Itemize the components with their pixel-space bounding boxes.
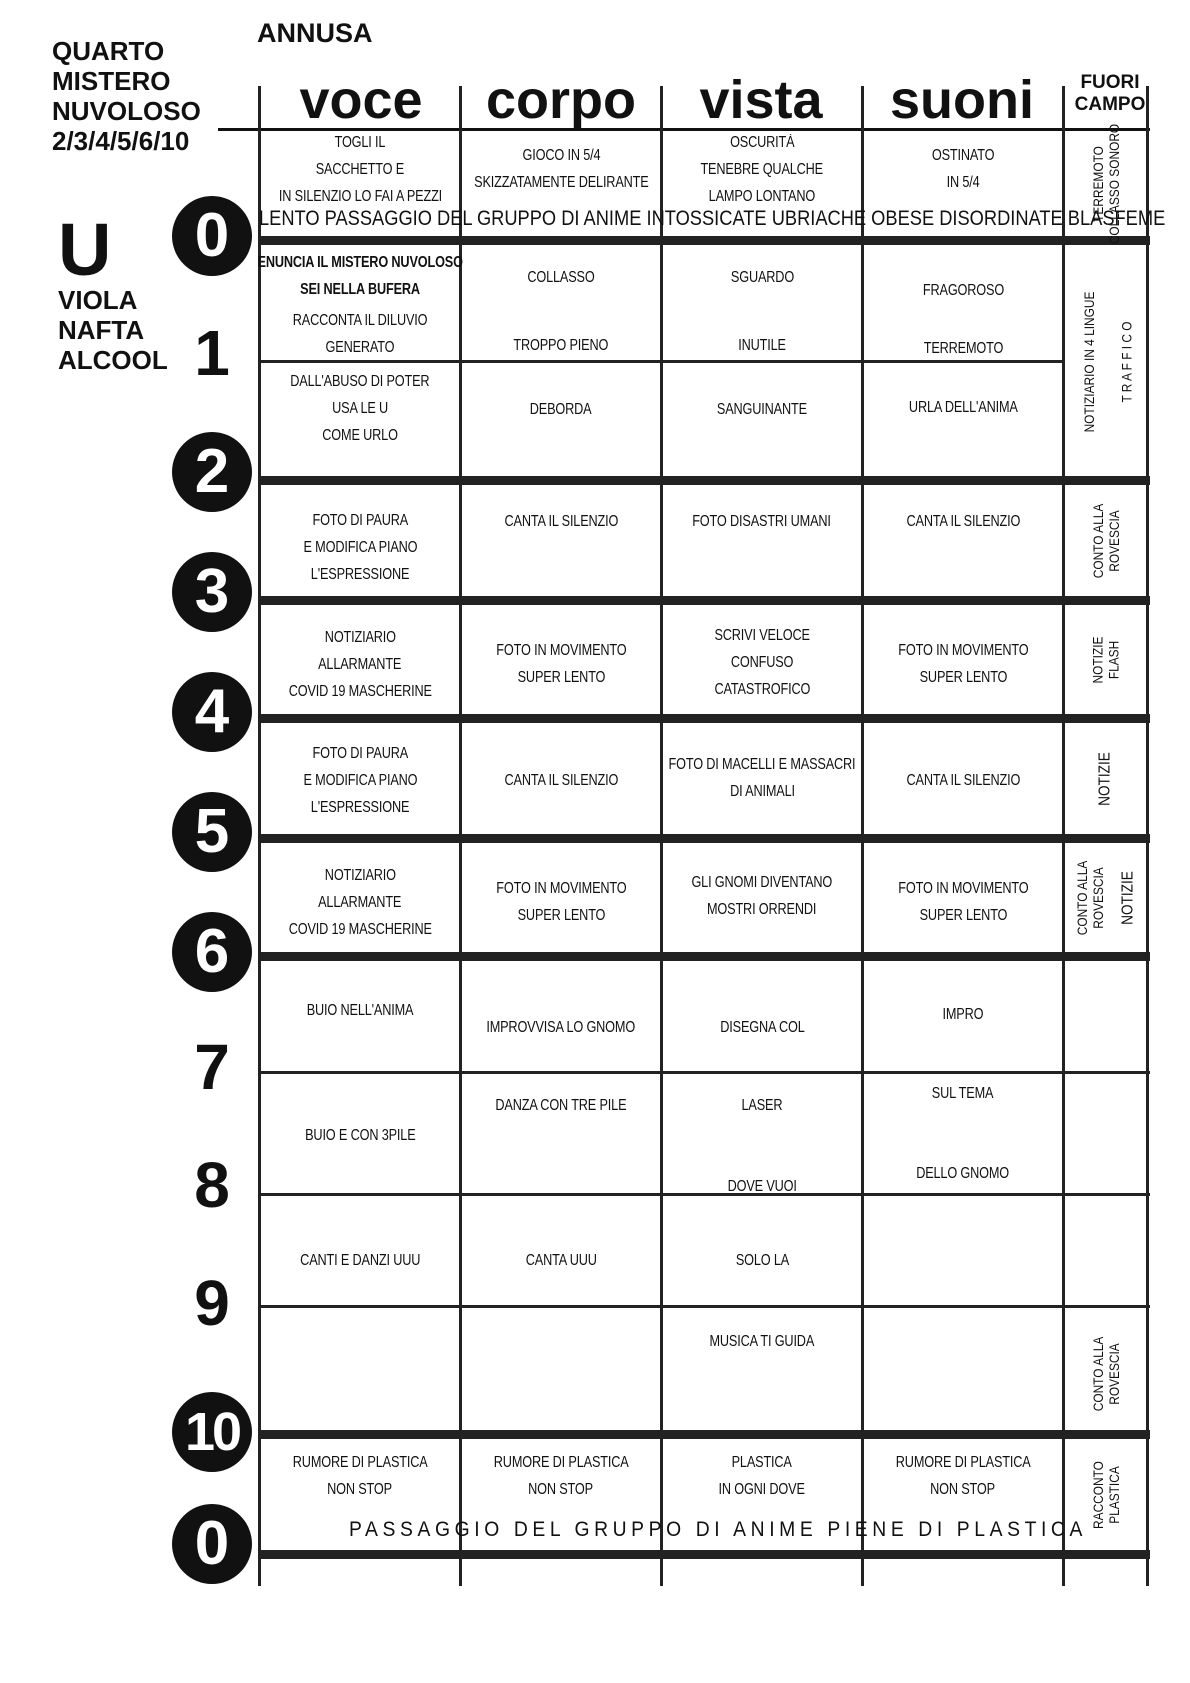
annusa-label: ANNUSA xyxy=(257,18,373,48)
cell-line: NOTIZIE xyxy=(1089,636,1106,684)
cell-line: RUMORE DI PLASTICA xyxy=(292,1454,428,1471)
row-divider xyxy=(258,1305,1150,1308)
cell-line: OSTINATO xyxy=(931,147,995,164)
cell-line: GIOCO IN 5/4 xyxy=(522,147,600,164)
row-number-10: 10 xyxy=(172,1392,252,1472)
cell-line: T R A F F I C O xyxy=(1119,321,1135,403)
cell-line: ROVESCIA xyxy=(1105,510,1122,572)
cell-r6-suoni xyxy=(864,874,1062,930)
cell-line: MOSTRI ORRENDI xyxy=(707,901,817,918)
cell-r11-fuori xyxy=(1065,1440,1146,1550)
cell-line: COME URLO xyxy=(322,426,398,444)
cell-r6-vista xyxy=(663,868,861,924)
cell-line: L'ESPRESSIONE xyxy=(310,565,410,583)
cell-r10-vista xyxy=(663,1326,861,1356)
cell-r4-fuori xyxy=(1065,606,1146,714)
cell-line: NOTIZIE xyxy=(1120,870,1138,925)
cell-line: SUL TEMA xyxy=(932,1084,994,1102)
row-divider xyxy=(258,834,1150,843)
cell-line: FOTO IN MOVIMENTO xyxy=(495,642,627,659)
cell-r4-voce xyxy=(261,622,459,706)
cell-r9-voce xyxy=(261,1245,459,1275)
cell-line: CONFUSO xyxy=(730,653,794,671)
cell-line: URLA DELL'ANIMA xyxy=(908,398,1018,416)
row-number-8: 8 xyxy=(194,1149,230,1221)
row-divider xyxy=(258,1430,1150,1439)
cell-line: SACCHETTO E xyxy=(315,160,405,178)
cell-r1-suoni-b xyxy=(864,333,1062,363)
cell-line: TERREMOTO xyxy=(923,339,1003,357)
row-divider xyxy=(258,1550,1150,1559)
cell-r7-corpo xyxy=(462,1012,660,1042)
side-label: VIOLA xyxy=(58,285,138,315)
row-number-9: 9 xyxy=(194,1267,230,1339)
cell-line: SUPER LENTO xyxy=(517,907,605,924)
column-header-suoni: suoni xyxy=(890,70,1034,130)
row-divider xyxy=(258,952,1150,961)
cell-r4-corpo xyxy=(462,636,660,692)
cell-line: E MODIFICA PIANO xyxy=(303,538,417,556)
cell-line: PLASTICA xyxy=(1105,1466,1122,1524)
cell-line: CANTA IL SILENZIO xyxy=(906,512,1020,530)
row-number-4: 4 xyxy=(172,672,252,752)
cell-line: ALLARMANTE xyxy=(318,655,402,673)
cell-line: FOTO DI PAURA xyxy=(312,511,408,529)
cell-line: CANTA IL SILENZIO xyxy=(906,771,1020,789)
cell-line: TOGLI IL xyxy=(334,133,386,151)
cell-r8-suoni-a xyxy=(864,1078,1062,1108)
row-divider xyxy=(258,476,1150,485)
cell-r2-corpo xyxy=(462,394,660,424)
cell-r0-vista xyxy=(663,132,861,206)
cell-r1-vista-b xyxy=(663,330,861,360)
cell-line: DELLO GNOMO xyxy=(916,1164,1010,1182)
cell-line: CATASTROFICO xyxy=(714,680,810,698)
cell-line: FLASH xyxy=(1105,640,1122,680)
cell-r3-suoni xyxy=(864,506,1062,536)
cell-line: SUPER LENTO xyxy=(919,669,1007,686)
cell-line: RACCONTA IL DILUVIO xyxy=(292,312,428,329)
fuori-line: FUORI xyxy=(1080,72,1140,93)
side-label: NAFTA xyxy=(58,315,145,345)
cell-r5-corpo xyxy=(462,765,660,795)
row-number-1: 1 xyxy=(194,317,230,389)
fuori-line: CAMPO xyxy=(1074,94,1146,115)
cell-r11-corpo xyxy=(462,1448,660,1504)
cell-r1-corpo-b xyxy=(462,330,660,360)
cell-r0-suoni xyxy=(864,132,1062,206)
cell-line: GENERATO xyxy=(325,339,395,356)
cell-line: COLLASSO SONORO xyxy=(1105,123,1122,245)
cell-line: FOTO IN MOVIMENTO xyxy=(897,880,1029,897)
cell-line: IMPRO xyxy=(942,1005,984,1023)
column-header-voce: voce xyxy=(299,70,423,130)
cell-line: OSCURITÀ xyxy=(729,133,795,151)
cell-r5-suoni xyxy=(864,765,1062,795)
cell-line: NOTIZIE xyxy=(1096,752,1114,806)
cell-r6-fuori-a xyxy=(1065,843,1115,952)
cell-line: FOTO DISASTRI UMANI xyxy=(692,512,832,530)
cell-r3-voce xyxy=(261,505,459,589)
cell-r6-corpo xyxy=(462,874,660,930)
cell-line: E MODIFICA PIANO xyxy=(303,771,417,789)
cell-line: LAMPO LONTANO xyxy=(708,187,816,205)
cell-line: SKIZZATAMENTE DELIRANTE xyxy=(473,174,649,191)
row-number-6: 6 xyxy=(172,912,252,992)
cell-r12-fuori-a xyxy=(1065,248,1113,476)
row-divider xyxy=(258,714,1150,723)
cell-line: IN OGNI DOVE xyxy=(718,1481,806,1498)
cell-line: FRAGOROSO xyxy=(922,281,1004,299)
cell-line: CONTO ALLA xyxy=(1074,860,1091,935)
cell-r7-suoni xyxy=(864,999,1062,1029)
column-header-fuori-campo xyxy=(1068,72,1152,116)
cell-line: NON STOP xyxy=(930,1481,996,1498)
cell-r8-corpo xyxy=(462,1090,660,1120)
cell-r8-vista-b xyxy=(663,1171,861,1201)
cell-line: ROVESCIA xyxy=(1105,1343,1122,1405)
cell-r5-vista xyxy=(663,750,861,806)
cell-line: CONTO ALLA xyxy=(1089,503,1106,579)
cell-r2-vista xyxy=(663,394,861,424)
cell-line: DALL'ABUSO DI POTER xyxy=(290,372,430,390)
cell-r8-voce xyxy=(261,1120,459,1150)
title-line: NUVOLOSO xyxy=(52,96,201,126)
cell-line: NON STOP xyxy=(327,1481,393,1498)
cell-line: INUTILE xyxy=(738,336,786,354)
cell-line: FOTO IN MOVIMENTO xyxy=(495,880,627,897)
cell-line: FOTO DI PAURA xyxy=(312,744,408,762)
cell-line: NOTIZIARIO IN 4 LINGUE xyxy=(1081,291,1098,433)
cell-line: CANTA IL SILENZIO xyxy=(504,771,618,789)
cell-r0-fuori xyxy=(1065,123,1146,245)
cell-line: ENUNCIA IL MISTERO NUVOLOSO xyxy=(257,254,463,271)
row-number-2: 2 xyxy=(172,432,252,512)
cell-r0-voce xyxy=(261,132,459,206)
cell-line: RUMORE DI PLASTICA xyxy=(493,1454,629,1471)
cell-line: SGUARDO xyxy=(730,268,794,286)
cell-line: SUPER LENTO xyxy=(919,907,1007,924)
row-number-3: 3 xyxy=(172,552,252,632)
cell-r9-vista xyxy=(663,1245,861,1275)
cell-line: FOTO IN MOVIMENTO xyxy=(897,642,1029,659)
cell-r3-fuori xyxy=(1065,486,1146,596)
cell-r5-fuori xyxy=(1065,724,1146,834)
cell-line: DOVE VUOI xyxy=(727,1177,797,1195)
row-number-7: 7 xyxy=(194,1031,230,1103)
cell-r8-suoni-b xyxy=(864,1158,1062,1188)
side-label: ALCOOL xyxy=(58,345,168,375)
cell-line: CONTO ALLA xyxy=(1089,1336,1106,1412)
cell-line: SUPER LENTO xyxy=(517,669,605,686)
cell-r0-corpo xyxy=(462,132,660,206)
cell-line: IN 5/4 xyxy=(946,174,980,191)
cell-r5-voce xyxy=(261,738,459,822)
cell-r11-vista xyxy=(663,1448,861,1504)
cell-line: TENEBRE QUALCHE xyxy=(700,160,824,178)
cell-line: IMPROVVISA LO GNOMO xyxy=(486,1018,636,1036)
row-number-0-end: 0 xyxy=(172,1504,252,1584)
cell-r1-voce-a xyxy=(257,248,463,304)
cell-r11-voce xyxy=(261,1448,459,1504)
title-line: 2/3/4/5/6/10 xyxy=(52,126,190,156)
cell-line: CANTI E DANZI UUU xyxy=(299,1251,421,1269)
cell-line: IN SILENZIO LO FAI A PEZZI xyxy=(278,187,442,205)
cell-line: ALLARMANTE xyxy=(318,893,402,911)
cell-line: DISEGNA COL xyxy=(719,1018,805,1036)
column-header-vista: vista xyxy=(699,70,823,130)
cell-r4-vista xyxy=(663,620,861,704)
row-divider xyxy=(258,596,1150,605)
cell-line: FOTO DI MACELLI E MASSACRI xyxy=(668,756,856,773)
cell-line: TROPPO PIENO xyxy=(513,336,609,354)
cell-line: COVID 19 MASCHERINE xyxy=(288,682,432,700)
cell-r1-vista-a xyxy=(663,262,861,292)
cell-line: L'ESPRESSIONE xyxy=(310,798,410,816)
cell-line: TERREMOTO xyxy=(1089,146,1106,222)
row-divider xyxy=(258,236,1150,245)
cell-line: SOLO LA xyxy=(735,1251,789,1269)
cell-line: SCRIVI VELOCE xyxy=(714,626,810,644)
cell-r2-voce xyxy=(261,366,459,450)
cell-r2-suoni xyxy=(864,392,1062,422)
cell-line: LASER xyxy=(741,1096,783,1114)
cell-r1-voce-b xyxy=(261,308,459,360)
cell-line: COVID 19 MASCHERINE xyxy=(288,920,432,938)
cell-line: NON STOP xyxy=(528,1481,594,1498)
column-header-corpo: corpo xyxy=(485,70,636,130)
cell-line: DI ANIMALI xyxy=(729,783,795,800)
cell-r7-vista xyxy=(663,1012,861,1042)
banner-top: LENTO PASSAGGIO DEL GRUPPO DI ANIME INTOSSICATE UBRIACHE OBESE DISORDINATE BLASFEME xyxy=(259,207,1166,230)
cell-r10-fuori xyxy=(1065,1318,1146,1430)
cell-r1-corpo-a xyxy=(462,262,660,292)
cell-r6-voce xyxy=(261,860,459,944)
cell-r7-voce xyxy=(261,995,459,1025)
cell-line: SEI NELLA BUFERA xyxy=(300,281,420,298)
cell-line: NOTIZIARIO xyxy=(324,866,396,884)
cell-line: COLLASSO xyxy=(527,268,595,286)
side-labels xyxy=(58,285,168,375)
cell-line: DEBORDA xyxy=(530,400,592,418)
banner-bottom: PASSAGGIO DEL GRUPPO DI ANIME PIENE DI PLASTICA xyxy=(349,1518,1087,1541)
cell-r6-fuori-b xyxy=(1112,843,1146,952)
cell-line: BUIO E CON 3PILE xyxy=(304,1126,416,1144)
cell-r11-suoni xyxy=(864,1448,1062,1504)
cell-line: GLI GNOMI DIVENTANO xyxy=(691,874,833,891)
cell-r3-corpo xyxy=(462,506,660,536)
cell-r1-suoni-a xyxy=(864,275,1062,305)
cell-line: CANTA UUU xyxy=(525,1251,597,1269)
cell-r4-suoni xyxy=(864,636,1062,692)
row-number-5: 5 xyxy=(172,792,252,872)
cell-line: MUSICA TI GUIDA xyxy=(709,1332,815,1350)
cell-line: PLASTICA xyxy=(731,1454,793,1471)
cell-r9-corpo xyxy=(462,1245,660,1275)
cell-line: ROVESCIA xyxy=(1090,866,1107,929)
cell-r3-vista xyxy=(663,506,861,536)
cell-r8-vista-a xyxy=(663,1090,861,1120)
cell-line: RUMORE DI PLASTICA xyxy=(895,1454,1031,1471)
cell-line: DANZA CON TRE PILE xyxy=(495,1096,627,1114)
title-line: MISTERO xyxy=(52,66,171,96)
row-divider xyxy=(258,1071,1150,1074)
cell-line: BUIO NELL'ANIMA xyxy=(306,1001,414,1019)
side-letter-u: U xyxy=(58,208,112,291)
cell-line: SANGUINANTE xyxy=(716,400,807,418)
title-line: QUARTO xyxy=(52,36,165,66)
cell-line: NOTIZIARIO xyxy=(324,628,396,646)
cell-line: USA LE U xyxy=(332,399,388,417)
document-title xyxy=(52,36,201,156)
cell-line: CANTA IL SILENZIO xyxy=(504,512,618,530)
row-number-0: 0 xyxy=(172,196,252,276)
cell-r12-fuori-b xyxy=(1108,248,1146,476)
cell-line: RACCONTO xyxy=(1089,1461,1106,1529)
